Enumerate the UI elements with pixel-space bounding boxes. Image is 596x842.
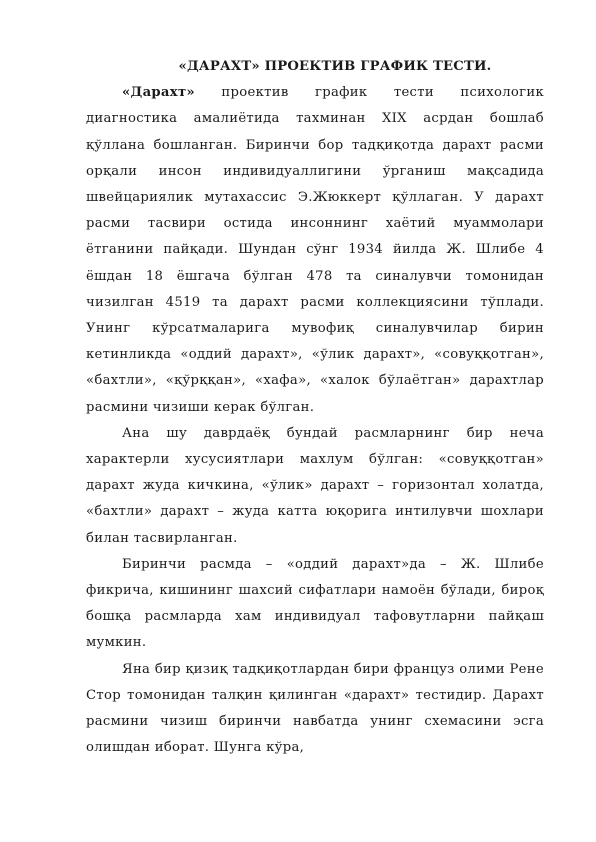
paragraph-3-text: Биринчи расмда – «оддий дарахт»да – Ж. Шлибе фикрича, кишининг шахсий сифатлари намоён бўлади, бироқ бошқа расмларда хам индивидуал тафовутларни пайқаш мумкин. xyxy=(86,556,544,651)
document-page xyxy=(86,54,544,761)
document-title: «ДАРАХТ» ПРОЕКТИВ ГРАФИК ТЕСТИ. xyxy=(178,59,492,74)
paragraph-4-text: Яна бир қизиқ тадқиқотлардан бири француз олими Рене Стор томонидан талқин қилинган «дарахт» тестидир. Дарахт расмини чизиш биринчи навбатда унинг схемасини эсга олишдан иборат. Шунга кўра, xyxy=(86,661,544,756)
paragraph-2 xyxy=(86,421,544,552)
paragraph-4 xyxy=(86,657,544,762)
paragraph-1-text: проектив график тести психологик диагностика амалиётида тахминан XIX асрдан бошлаб қўллана бошланган. Биринчи бор тадқиқотда дарахт расми орқали инсон индивидуаллигини ўрганиш мақсадида швейцариялик мутахассис Э.Жюккерт қўллаган. У дарахт расми тасвири остида инсоннинг хаётий муаммолари ётганини пайқади. Шундан сўнг 1934 йилда Ж. Шлибе 4 ёшдан 18 ёшгача бўлган 478 та синалувчи томонидан чизилган 4519 та дарахт расми коллекциясини тўплади. Унинг кўрсатмаларига мувофиқ синалувчилар бирин кетинликда «оддий дарахт», «ўлик дарахт», «совуққотган», «бахтли», «қўрққан», «хафа», «халок бўлаётган» дарахтлар расмини чизиши керак бўлган. xyxy=(86,85,544,415)
paragraph-3 xyxy=(86,552,544,657)
paragraph-1 xyxy=(86,80,544,421)
term-darakht: «Дарахт» xyxy=(122,85,195,101)
paragraph-2-text: Ана шу даврдаёқ бундай расмларнинг бир неча характерли хусусиятлари махлум бўлган: «совуққотган» дарахт жуда кичкина, «ўлик» дарахт – горизонтал холатда, «бахтли» дарахт – жуда катта юқорига интилувчи шохлари билан тасвирланган. xyxy=(86,425,544,546)
